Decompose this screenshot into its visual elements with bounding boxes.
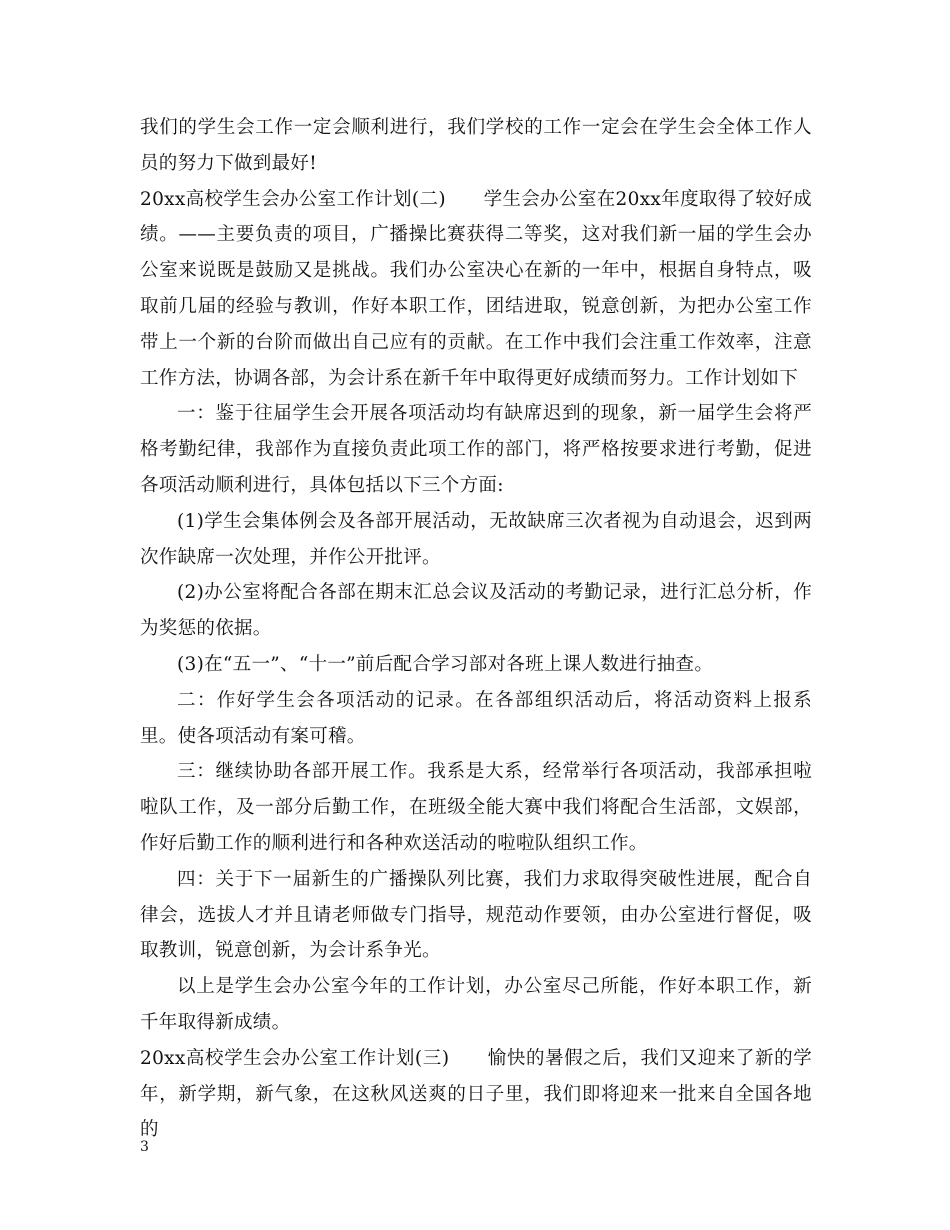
paragraph-7: 二：作好学生会各项活动的记录。在各部组织活动后，将活动资料上报系里。使各项活动有案可稽。 [140,689,812,747]
document-body [140,110,812,1148]
paragraph-3: 一：鉴于往届学生会开展各项活动均有缺席迟到的现象，新一届学生会将严格考勤纪律，我部作为直接负责此项工作的部门，将严格按要求进行考勤，促进各项活动顺利进行，具体包括以下三个方面: [140,403,812,496]
paragraph-10: 以上是学生会办公室今年的工作计划，办公室尽己所能，作好本职工作，新千年取得新成绩。 [140,976,812,1033]
paragraph-11: 20xx高校学生会办公室工作计划(三) 愉快的暑假之后，我们又迎来了新的学年，新学期，新气象，在这秋风送爽的日子里，我们即将迎来一批来自全国各地的 [140,1047,812,1141]
paragraph-4: (1)学生会集体例会及各部开展活动，无故缺席三次者视为自动退会，迟到两次作缺席一次处理，并作公开批评。 [140,510,812,568]
page-number: 3 [140,1139,149,1155]
paragraph-6: (3)在“五一”、“十一”前后配合学习部对各班上课人数进行抽查。 [177,653,714,675]
paragraph-2: 20xx高校学生会办公室工作计划(二) 学生会办公室在20xx年度取得了较好成绩。——主要负责的项目，广播操比赛获得二等奖，这对我们新一届的学生会办公室来说既是鼓励又是挑战。我们办公室决心在新的一年中，根据自身特点，吸取前几届的经验与教训，作好本职工作，团结进取，锐意创新，为把办公室工作带上一个新的台阶而做出自己应有的贡献。在工作中我们会注重工作效率，注意工作方法，协调各部，为会计系在新千年中取得更好成绩而努力。工作计划如下 [140,188,812,389]
paragraph-1: 我们的学生会工作一定会顺利进行，我们学校的工作一定会在学生会全体工作人员的努力下做到最好! [140,117,812,174]
paragraph-8: 三：继续协助各部开展工作。我系是大系，经常举行各项活动，我部承担啦啦队工作，及一部分后勤工作，在班级全能大赛中我们将配合生活部，文娱部，作好后勤工作的顺利进行和各种欢送活动的啦啦队组织工作。 [140,761,812,854]
paragraph-9: 四：关于下一届新生的广播操队列比赛，我们力求取得突破性进展，配合自律会，选拔人才并且请老师做专门指导，规范动作要领，由办公室进行督促，吸取教训，锐意创新，为会计系争光。 [140,868,812,962]
paragraph-5: (2)办公室将配合各部在期末汇总会议及活动的考勤记录，进行汇总分析，作为奖惩的依据。 [140,582,812,640]
